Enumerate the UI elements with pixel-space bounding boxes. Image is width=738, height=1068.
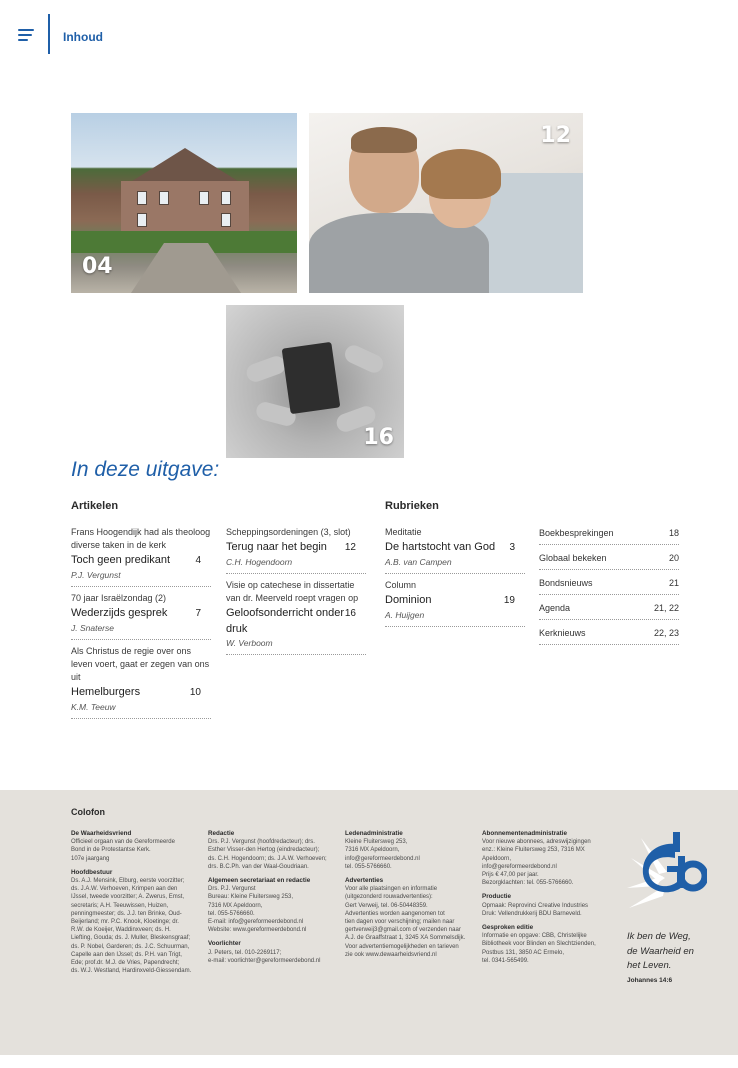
- bible-hands-photo[interactable]: [226, 305, 404, 458]
- menu-icon[interactable]: [18, 29, 34, 43]
- entry-author: K.M. Teeuw: [71, 702, 116, 712]
- rubriek-page: 22, 23: [653, 628, 679, 638]
- entry-intro: Als Christus de regie over ons leven voert, gaat er zegen van ons uit: [71, 646, 210, 682]
- colophon-block-head: Gesproken editie: [482, 924, 534, 932]
- rubriek-page: 21, 22: [653, 603, 679, 613]
- gb-logo-icon: [627, 828, 707, 918]
- colophon-column: [208, 830, 340, 971]
- colophon-block-head: Productie: [482, 893, 512, 901]
- photo-page-number: 16: [363, 425, 394, 450]
- entry-intro: 70 jaar Israëlzondag (2): [71, 593, 167, 603]
- colophon-block-body: Informatie en opgave: CBB, Christelijke Bibliotheek voor Blinden en Slechtzienden, Postbus 131, 3850 AC Ermelo, tel. 0341-565499.: [482, 933, 596, 964]
- colophon-block-head: Algemeen secretariaat en redactie: [208, 877, 311, 885]
- colophon-block-head: Hoofdbestuur: [71, 868, 113, 876]
- entry-intro: Meditatie: [385, 527, 422, 537]
- entry-title[interactable]: Terug naar het begin: [226, 541, 327, 553]
- columns-heading: Rubrieken: [385, 500, 439, 512]
- entry-author: C.H. Hogendoorn: [226, 557, 293, 567]
- columns-column-2: [539, 526, 679, 651]
- entry-author: P.J. Vergunst: [71, 570, 121, 580]
- entry-author: J. Snaterse: [71, 623, 114, 633]
- entry-title[interactable]: Wederzijds gesprek: [71, 607, 168, 619]
- rubriek-item[interactable]: [539, 526, 679, 545]
- page-title: Inhoud: [63, 30, 103, 44]
- entry-title[interactable]: De hartstocht van God: [385, 541, 496, 553]
- bible-quote-reference: Johannes 14:6: [627, 977, 673, 984]
- photo-page-number: 12: [540, 123, 571, 148]
- colophon-column: [345, 830, 477, 965]
- entry-title[interactable]: Toch geen predikant: [71, 554, 171, 566]
- entry-page: 12: [344, 542, 356, 553]
- toc-entry[interactable]: [71, 590, 211, 640]
- house-photo[interactable]: [71, 113, 297, 293]
- colophon-block-body: Kleine Fluitersweg 253, 7316 MX Apeldoorn, info@gereformeerdebond.nl tel. 055-5766660.: [345, 839, 420, 870]
- colophon-block-body: Opmaak: Reprovinci Creative Industries Druk: Vellendrukkerij BDU Barneveld.: [482, 902, 589, 917]
- entry-author: A.B. van Campen: [385, 557, 452, 567]
- toc-entry[interactable]: [71, 524, 211, 587]
- colophon-block-head: Voorlichter: [208, 940, 241, 948]
- entry-page: 4: [195, 555, 201, 566]
- colophon-block-head: De Waarheidsvriend: [71, 830, 132, 837]
- colophon-block-body: Drs. P.J. Vergunst (hoofdredacteur); drs. Esther Visser-den Hertog (eindredacteur); ds. C.H. Hogendoorn; ds. J.A.W. Verhoeven; drs. B.C.Ph. van der Waal-Goudriaan.: [208, 839, 327, 870]
- columns-column-1: [385, 524, 525, 630]
- bible-quote: Ik ben de Weg, de Waarheid en het Leven.: [627, 931, 694, 971]
- rubriek-item[interactable]: [539, 601, 679, 620]
- colophon-block-head: Abonnementenadministratie: [482, 830, 568, 837]
- colophon-block-body: J. Peters, tel. 010-2269117; e-mail: voorlichter@gereformeerdebond.nl: [208, 949, 321, 964]
- entry-author: A. Huijgen: [385, 610, 425, 620]
- entry-page: 7: [195, 608, 201, 619]
- rubriek-item[interactable]: [539, 576, 679, 595]
- rubriek-page: 21: [668, 578, 679, 588]
- toc-entry[interactable]: [385, 524, 525, 574]
- entry-intro: Scheppingsordeningen (3, slot): [226, 527, 351, 537]
- colophon-column: [71, 830, 203, 981]
- entry-author: W. Verboom: [226, 638, 273, 648]
- entry-page: 3: [509, 542, 515, 553]
- couple-photo[interactable]: [309, 113, 583, 293]
- entry-intro: Frans Hoogendijk had als theoloog diverse taken in de kerk: [71, 527, 211, 550]
- entry-intro: Column: [385, 580, 417, 590]
- colophon-title: Colofon: [71, 807, 105, 817]
- photo-page-number: 04: [82, 254, 113, 279]
- colophon-block-body: Voor alle plaatsingen en informatie (uitgezonderd rouwadvertenties): Gert Verweij, tel. 06-50448359. Advertenties worden aangenomen tot tien dagen voor verschijning; mailen naar gertverweij3@gmail.com of verzenden naar A.J. de Graaffstraat 1, 3245 XA Sommelsdijk. Voor advertentiemogelijkheden en tarieven zie ook www.dewaarheidsvriend.nl: [345, 886, 466, 958]
- header-divider: [48, 14, 50, 54]
- rubriek-label: Boekbesprekingen: [539, 528, 614, 538]
- colophon-block-body: Officieel orgaan van de Gereformeerde Bond in de Protestantse Kerk. 107e jaargang: [71, 839, 175, 862]
- colophon-block-body: Voor nieuwe abonnees, adreswijzigingen enz.: Kleine Fluitersweg 253, 7316 MX Apeldoorn, info@gereformeerdebond.nl Prijs € 47,00 per jaar. Bezorgklachten: tel. 055-5766660.: [482, 839, 591, 887]
- articles-column-2: [226, 524, 366, 658]
- entry-title[interactable]: Dominion: [385, 594, 432, 606]
- colophon-column: [482, 830, 614, 971]
- entry-title[interactable]: Hemelburgers: [71, 686, 141, 698]
- entry-page: 19: [503, 595, 515, 606]
- toc-entry[interactable]: [385, 577, 525, 627]
- colophon-section: [0, 790, 738, 1055]
- toc-entry[interactable]: [226, 577, 366, 655]
- rubriek-label: Globaal bekeken: [539, 553, 607, 563]
- rubriek-label: Agenda: [539, 603, 571, 613]
- articles-column-1: [71, 524, 211, 722]
- entry-page: 10: [189, 687, 201, 698]
- entry-page: 16: [344, 608, 356, 619]
- rubriek-item[interactable]: [539, 551, 679, 570]
- rubriek-page: 20: [668, 553, 679, 563]
- colophon-block-body: Drs. P.J. Vergunst Bureau: Kleine Fluitersweg 253, 7316 MX Apeldoorn, tel. 055-5766660. E-mail: info@gereformeerdebond.nl Website: www.gereformeerdebond.nl: [208, 886, 307, 934]
- colophon-block-body: Ds. A.J. Mensink, Elburg, eerste voorzitter; ds. J.A.W. Verhoeven, Krimpen aan den IJssel, tweede voorzitter; A. Zwerus, Emst, secretaris; A.H. Teeuwissen, Huizen, penningmeester; ds. J.J. ten Brinke, Oud- Beijerland; mr. P.C. Knook, Kloetinge; dr. R.W. de Koeijer, Waddinxveen; ds. H. Liefting, Gouda; ds. J. Muller, Bleskensgraaf; ds. P. Nobel, Garderen; ds. J.C. Schuurman, Capelle aan den IJssel; ds. P.H. van Trigt, Ede; prof.dr. M.J. de Vries, Papendrecht; ds. W.J. Westland, Hardinxveld-Giessendam.: [71, 878, 192, 975]
- rubriek-page: 18: [668, 528, 679, 538]
- rubriek-item[interactable]: [539, 626, 679, 645]
- entry-title[interactable]: Geloofsonderricht onder druk: [226, 607, 345, 635]
- issue-heading: In deze uitgave:: [71, 458, 220, 481]
- rubriek-label: Bondsnieuws: [539, 578, 593, 588]
- toc-entry[interactable]: [71, 643, 211, 719]
- articles-heading: Artikelen: [71, 500, 119, 512]
- colophon-block-head: Redactie: [208, 830, 235, 837]
- rubriek-label: Kerknieuws: [539, 628, 586, 638]
- entry-intro: Visie op catechese in dissertatie van dr. Meerveld roept vragen op: [226, 580, 359, 603]
- colophon-block-head: Ledenadministratie: [345, 830, 403, 837]
- colophon-block-head: Advertenties: [345, 877, 384, 885]
- toc-entry[interactable]: [226, 524, 366, 574]
